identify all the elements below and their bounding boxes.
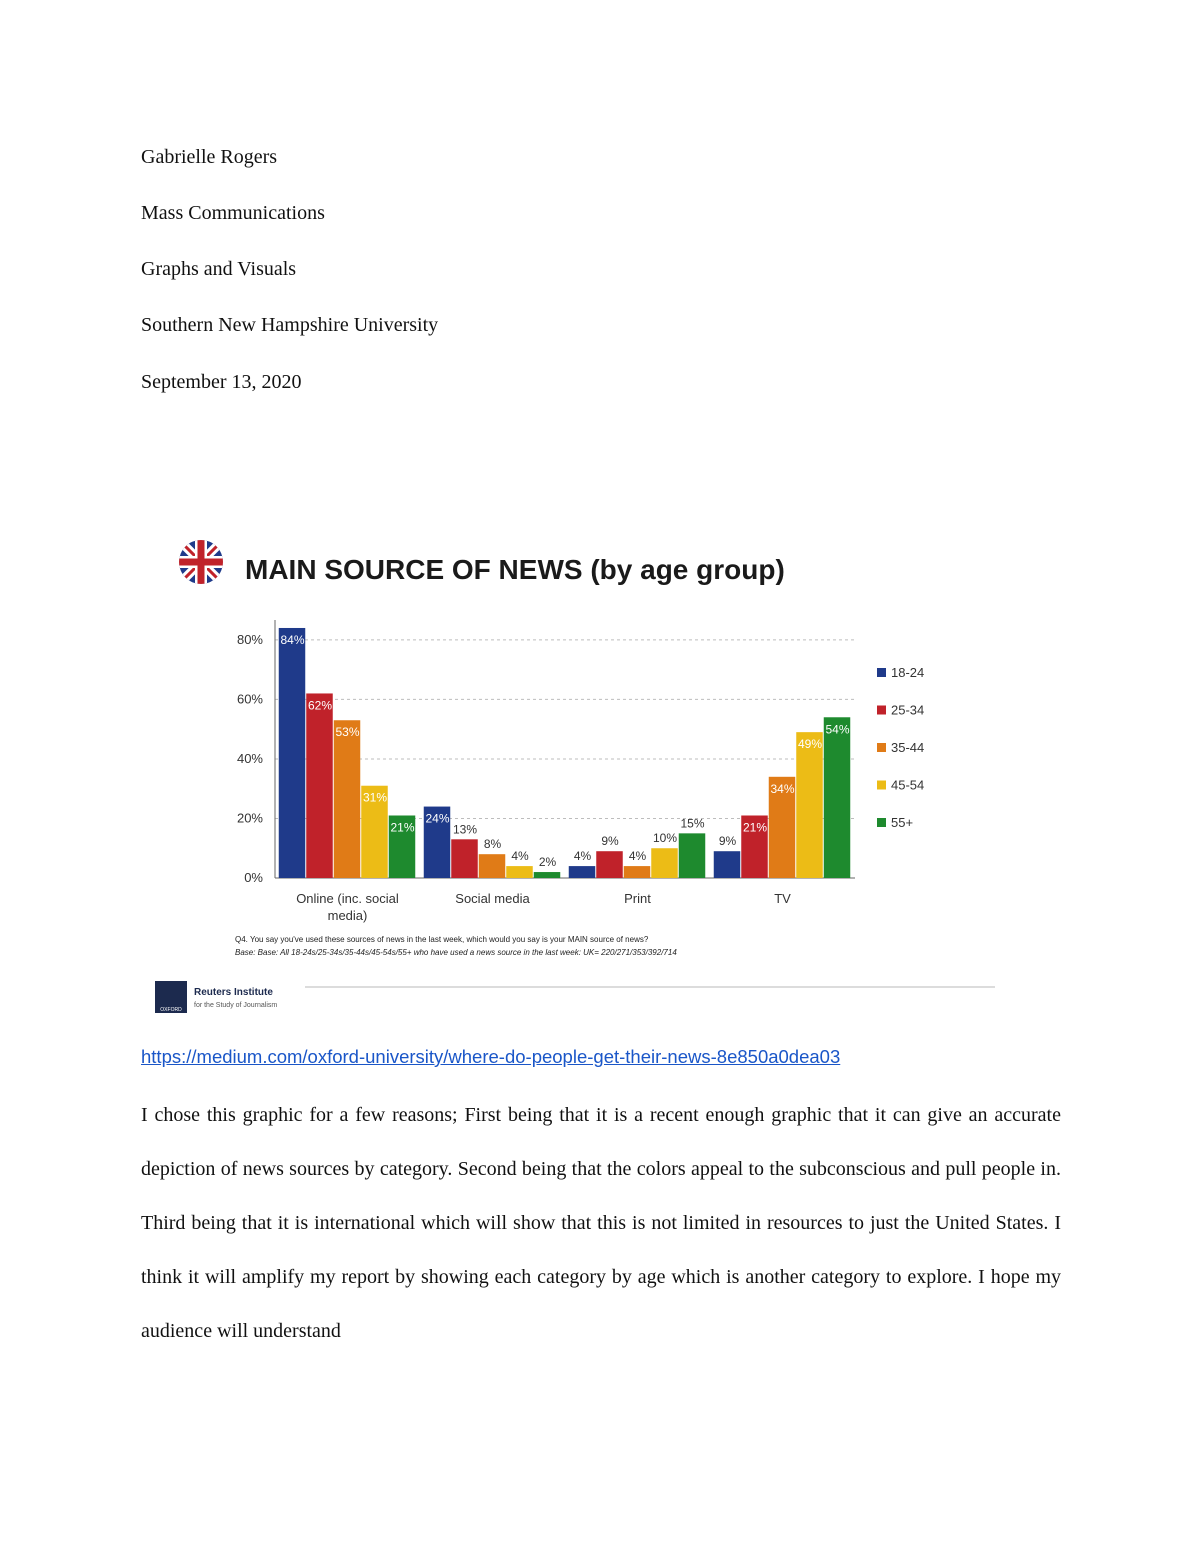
data-label: 21%	[742, 820, 768, 835]
data-label: 31%	[362, 790, 388, 805]
document-date: September 13, 2020	[141, 371, 302, 393]
bar-18-24	[569, 866, 596, 878]
chart-title: MAIN SOURCE OF NEWS (by age group)	[245, 554, 785, 585]
data-label: 54%	[825, 722, 850, 737]
legend-swatch	[877, 781, 886, 790]
data-label: 8%	[483, 837, 502, 852]
data-label: 21%	[390, 820, 415, 835]
data-label: 9%	[718, 834, 737, 849]
data-label: 4%	[628, 849, 647, 864]
body-paragraph: I chose this graphic for a few reasons; First being that it is a recent enough graphic that it can give an accurate depiction of news sources by category. Second being that the colors appeal to the subconscious and pull people in. Third being that it is international which will show that this is not limited in resources to just the United States. I think it will amplify my report by showing each category by age which is another category to explore. I hope my audience will understand	[141, 1104, 1061, 1342]
data-label: 34%	[770, 781, 795, 796]
bar-35-44	[334, 720, 361, 878]
category-label: TV	[774, 891, 791, 906]
x-axis	[296, 891, 791, 923]
category-label: Print	[624, 891, 651, 906]
data-label: 2%	[538, 855, 557, 870]
legend-label: 45-54	[891, 777, 925, 793]
bar-55+	[824, 717, 851, 878]
legend-swatch	[877, 706, 886, 715]
data-label: 84%	[280, 632, 305, 647]
logo-subtitle: for the Study of Journalism	[194, 1002, 278, 1009]
y-tick-label: 80%	[236, 631, 263, 647]
assignment-title: Graphs and Visuals	[141, 258, 297, 280]
legend-label: 35-44	[891, 740, 925, 755]
reuters-institute-logo	[155, 981, 277, 1013]
news-source-figure	[150, 525, 1050, 1025]
legend-swatch	[877, 743, 886, 752]
y-tick-label: 40%	[236, 750, 263, 766]
bar-45-54	[651, 848, 678, 878]
bars	[279, 628, 851, 878]
data-label: 4%	[511, 849, 529, 864]
data-label: 9%	[601, 834, 619, 849]
bar-45-54	[506, 866, 533, 878]
data-label: 15%	[680, 816, 705, 831]
category-label: Social media	[455, 891, 530, 906]
data-label: 13%	[452, 822, 478, 837]
data-label: 4%	[573, 849, 592, 864]
bar-18-24	[279, 628, 306, 878]
bar-18-24	[714, 851, 741, 878]
data-label: 62%	[307, 698, 333, 713]
data-label: 49%	[797, 737, 823, 752]
bar-25-34	[596, 851, 623, 878]
course-name: Mass Communications	[141, 202, 325, 224]
legend-label: 18-24	[891, 665, 925, 680]
legend-swatch	[877, 818, 886, 827]
y-tick-label: 60%	[236, 691, 263, 707]
data-label: 53%	[335, 725, 360, 740]
author-name: Gabrielle Rogers	[141, 146, 278, 168]
bar-25-34	[306, 693, 333, 878]
y-tick-label: 20%	[236, 810, 263, 826]
footnote-base: Base: Base: All 18-24s/25-34s/35-44s/45-54s/55+ who have used a news source in the last week: UK= 220/271/353/392/714	[235, 948, 677, 957]
category-label: media)	[327, 908, 368, 923]
data-label: 24%	[425, 811, 450, 826]
bar-35-44	[624, 866, 651, 878]
source-link[interactable]: https://medium.com/oxford-university/where-do-people-get-their-news-8e850a0dea03	[141, 1046, 841, 1067]
school-name: Southern New Hampshire University	[141, 314, 439, 336]
bar-55+	[534, 872, 561, 878]
category-label: Online (inc. social	[296, 891, 399, 906]
bar-55+	[679, 833, 706, 878]
bar-35-44	[479, 854, 506, 878]
oxford-badge-text: OXFORD	[160, 1007, 182, 1013]
legend-label: 25-34	[891, 702, 925, 718]
legend-label: 55+	[891, 815, 914, 830]
logo-title: Reuters Institute	[194, 987, 273, 998]
y-tick-label: 0%	[244, 870, 263, 885]
legend	[877, 665, 924, 830]
footnote-question: Q4. You say you've used these sources of news in the last week, which would you say is your MAIN source of news?	[235, 935, 649, 944]
bar-25-34	[451, 839, 478, 878]
uk-flag-icon	[179, 540, 223, 584]
legend-swatch	[877, 668, 886, 677]
bar-chart	[150, 525, 1050, 1025]
bar-45-54	[796, 732, 823, 878]
data-label: 10%	[652, 831, 678, 846]
